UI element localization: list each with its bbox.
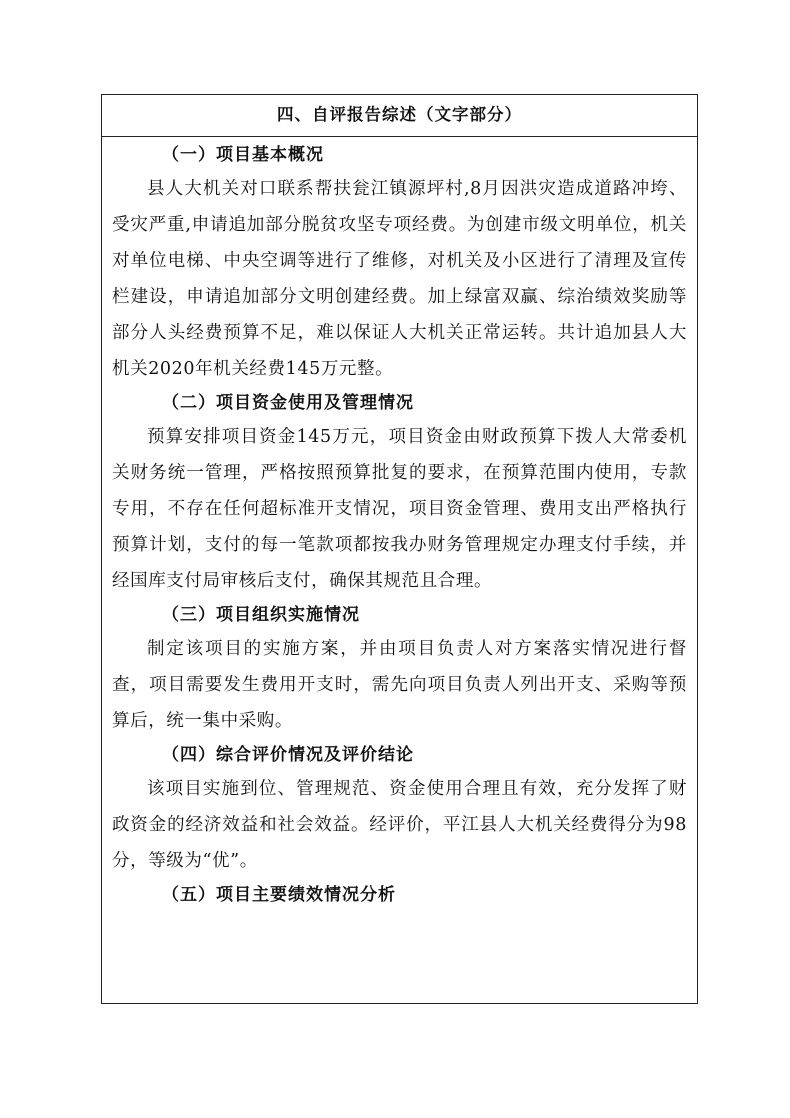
report-body <box>112 139 687 911</box>
section-text-implementation: 制定该项目的实施方案，并由项目负责人对方案落实情况进行督查，项目需要发生费用开支时，需先向项目负责人列出开支、采购等预算后，统一集中采购。 <box>112 639 687 731</box>
table-header: 四、自评报告综述（文字部分） <box>102 95 697 137</box>
section-title-basic-overview: （一）项目基本概况 <box>162 145 324 165</box>
report-table <box>101 94 698 1004</box>
section-title-fund-usage: （二）项目资金使用及管理情况 <box>162 393 414 413</box>
section-text-fund-usage: 预算安排项目资金145万元，项目资金由财政预算下拨人大常委机关财务统一管理，严格按照预算批复的要求，在预算范围内使用，专款专用，不存在任何超标准开支情况，项目资金管理、费用支出严格执行预算计划，支付的每一笔款项都按我办财务管理规定办理支付手续，并经国库支付局审核后支付，确保其规范且合理。 <box>112 427 687 591</box>
section-text-basic-overview: 县人大机关对口联系帮扶瓮江镇源坪村,8月因洪灾造成道路冲垮、受灾严重,申请追加部分脱贫攻坚专项经费。为创建市级文明单位，机关对单位电梯、中央空调等进行了维修，对机关及小区进行了清理及宣传栏建设，申请追加部分文明创建经费。加上绿富双赢、综治绩效奖励等部分人头经费预算不足，难以保证人大机关正常运转。共计追加县人大机关2020年机关经费145万元整。 <box>112 179 687 379</box>
section-title-performance-analysis: （五）项目主要绩效情况分析 <box>162 885 396 905</box>
section-title-implementation: （三）项目组织实施情况 <box>162 605 360 625</box>
section-title-evaluation: （四）综合评价情况及评价结论 <box>162 745 414 765</box>
section-text-evaluation: 该项目实施到位、管理规范、资金使用合理且有效，充分发挥了财政资金的经济效益和社会效益。经评价，平江县人大机关经费得分为98分，等级为“优”。 <box>112 779 687 871</box>
